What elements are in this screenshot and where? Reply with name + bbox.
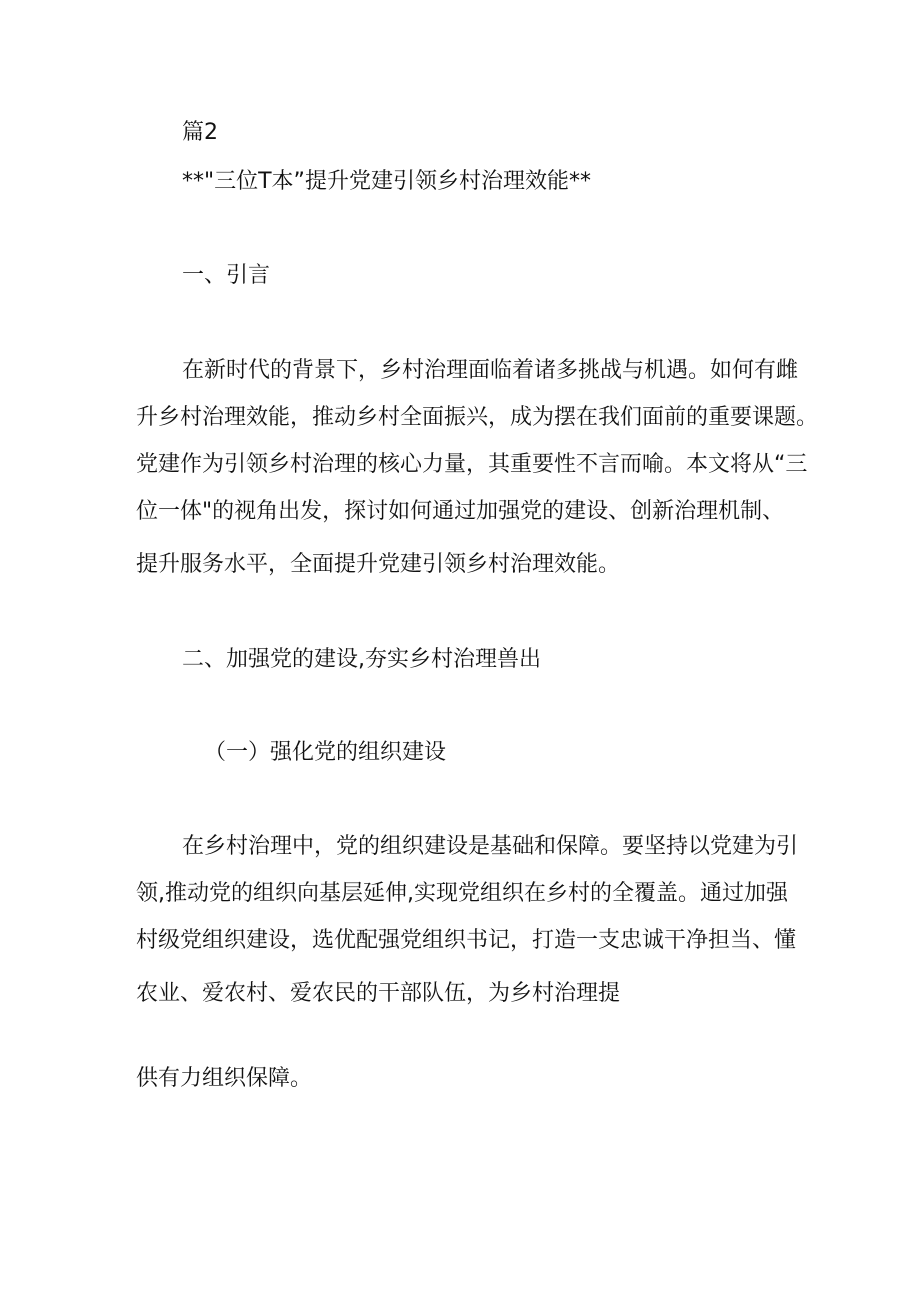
paragraph-line: 在新时代的背景下，乡村治理面临着诸多挑战与机遇。如何有雌 (182, 358, 799, 383)
paragraph-line: 农业、爱农村、爱农民的干部队伍，为乡村治理提 (136, 981, 621, 1006)
paragraph-line: 提升服务水平，全面提升党建引领乡村治理效能。 (136, 552, 621, 577)
document-label: 篇2 (182, 120, 218, 145)
section-heading-party-building: 二、加强党的建设,夯实乡村治理兽出 (182, 647, 541, 672)
paragraph-line: 升乡村治理效能，推动乡村全面振兴，成为摆在我们面前的重要课题。 (136, 405, 819, 430)
paragraph-line: 在乡村治理中，党的组织建设是基础和保障。要坚持以党建为引 (182, 834, 799, 859)
paragraph-line: 位一体"的视角出发，探讨如何通过加强党的建设、创新治理机制、 (136, 499, 785, 524)
paragraph-line: 领,推动党的组织向基层延伸,实现党组织在乡村的全覆盖。通过加强 (136, 881, 788, 906)
document-title: **"三位T本”提升党建引领乡村治理效能** (182, 169, 591, 194)
paragraph-line: 党建作为引领乡村治理的核心力量，其重要性不言而喻。本文将从“三 (136, 452, 808, 477)
section-heading-introduction: 一、引言 (182, 263, 271, 288)
subsection-heading-organization: （一）强化党的组织建设 (204, 740, 447, 765)
paragraph-line: 供有力组织保障。 (136, 1066, 313, 1091)
paragraph-line: 村级党组织建设，选优配强党组织书记，打造一支忠诚干净担当、懂 (136, 928, 797, 953)
